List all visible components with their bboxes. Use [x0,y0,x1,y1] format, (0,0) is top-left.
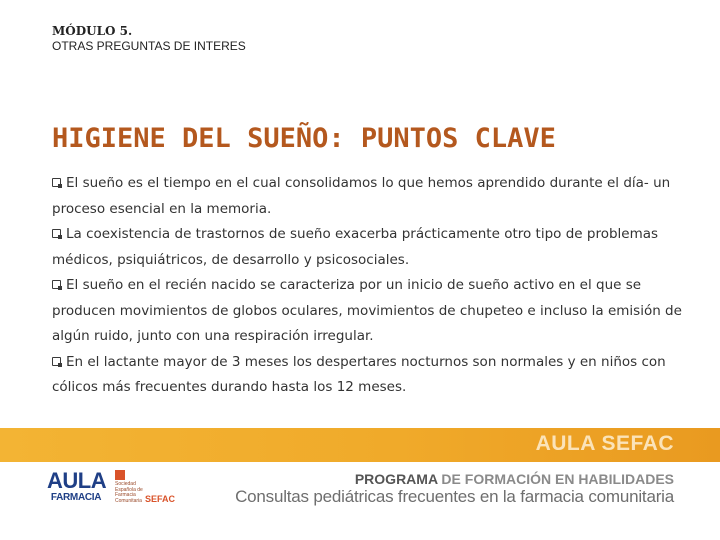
sefac-logo-text: Sociedad Española de Farmacia Comunitaria [115,481,143,504]
program-label-rest: DE FORMACIÓN EN HABILIDADES [437,471,674,487]
checkbox-bullet-icon [52,357,61,366]
module-number: MÓDULO 5. [52,24,133,38]
checkbox-bullet-icon [52,229,61,238]
aula-logo-subtitle: FARMACIA [50,492,102,503]
bullet-text: El sueño en el recién nacido se caracteriza por un inicio de sueño activo en el que se producen movimientos de globos oculares, movimientos de chupeteo e incluso la emisión de algún ruido, junto con una respiración irregular. [52,277,682,344]
footer-band [0,428,720,462]
bullet-text: La coexistencia de trastornos de sueño exacerba prácticamente otro tipo de problemas médicos, psiquiátricos, de desarrollo y psicosociales. [52,226,659,268]
module-section: OTRAS PREGUNTAS DE INTERES [52,39,246,53]
bullet-item [52,222,682,273]
bullet-item [52,350,682,401]
module-header [52,24,246,54]
checkbox-bullet-icon [52,280,61,289]
bullet-item [52,273,682,350]
sefac-logo [115,470,175,504]
aula-farmacia-logo [47,470,105,503]
bullet-list [52,171,682,401]
program-line [355,471,674,487]
sefac-logo-mark [115,470,125,480]
bullet-text: El sueño es el tiempo en el cual consolidamos lo que hemos aprendido durante el día- un proceso esencial en la memoria. [52,175,671,217]
sefac-logo-word: SEFAC [144,494,175,504]
program-label: PROGRAMA [354,471,438,487]
checkbox-bullet-icon [52,178,61,187]
aula-logo-word: AULA [47,468,107,493]
slide-title: HIGIENE DEL SUEÑO: PUNTOS CLAVE [52,123,556,154]
bullet-item [52,171,682,222]
course-title: Consultas pediátricas frecuentes en la farmacia comunitaria [235,487,674,506]
bullet-text: En el lactante mayor de 3 meses los despertares nocturnos son normales y en niños con cólicos más frecuentes durando hasta los 12 meses. [52,353,666,395]
footer-brand: AULA SEFAC [535,432,674,455]
